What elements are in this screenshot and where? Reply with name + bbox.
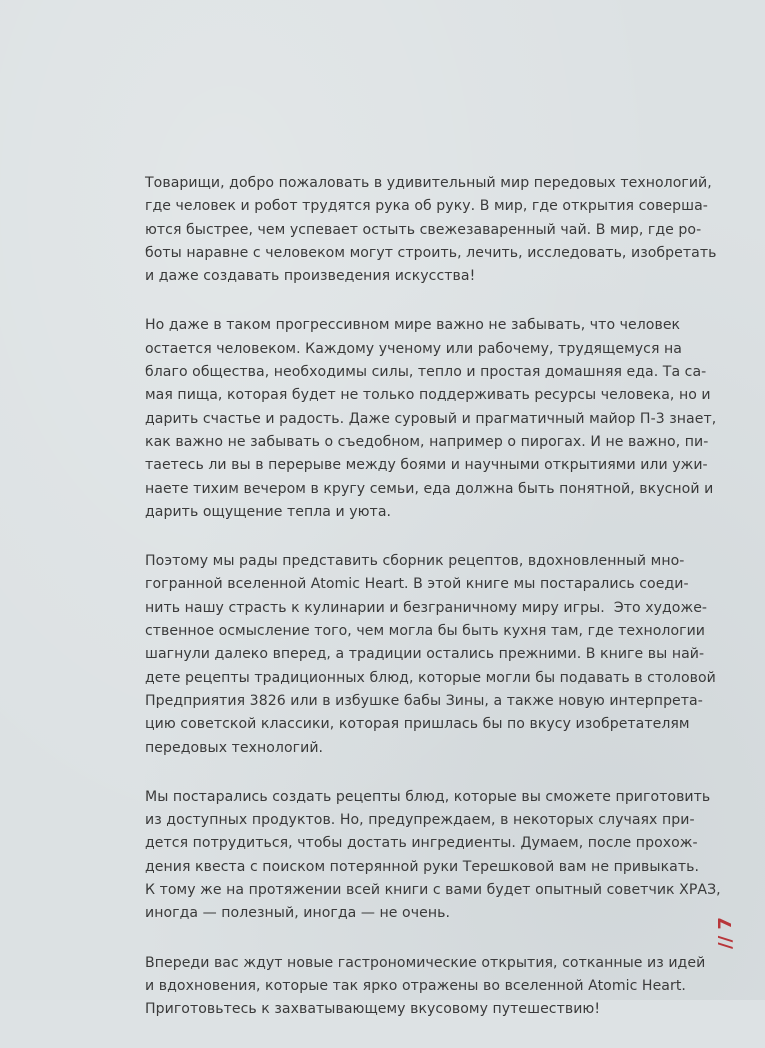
- paragraph-5: [145, 952, 706, 1022]
- text-line: таетесь ли вы в перерыве между боями и научными открытиями или ужи-: [145, 457, 708, 474]
- text-line: дарить ощущение тепла и уюта.: [145, 503, 392, 520]
- text-line: наете тихим вечером в кругу семьи, еда должна быть понятной, вкусной и: [145, 480, 714, 497]
- text-line: дется потрудиться, чтобы достать ингредиенты. Думаем, после прохож-: [145, 835, 698, 852]
- text-line: передовых технологий.: [145, 739, 324, 756]
- text-line: остается человеком. Каждому ученому или рабочему, трудящемуся на: [145, 340, 682, 357]
- text-line: дете рецепты традиционных блюд, которые могли бы подавать в столовой: [145, 669, 716, 686]
- text-line: как важно не забывать о съедобном, например о пирогах. И не важно, пи-: [145, 433, 709, 450]
- text-line: Мы постарались создать рецепты блюд, которые вы сможете приготовить: [145, 788, 711, 805]
- paragraph-3: [145, 550, 716, 760]
- text-line: дарить счастье и радость. Даже суровый и прагматичный майор П-3 знает,: [145, 410, 717, 427]
- page-number: // 7: [715, 917, 736, 949]
- text-line: Поэтому мы рады представить сборник рецептов, вдохновленный мно-: [145, 553, 685, 570]
- text-line: боты наравне с человеком могут строить, лечить, исследовать, изобретать: [145, 244, 717, 261]
- text-line: из доступных продуктов. Но, предупреждаем, в некоторых случаях при-: [145, 812, 695, 829]
- intro-text: [145, 172, 721, 1048]
- paragraph-2: [145, 314, 717, 524]
- text-line: шагнули далеко вперед, а традиции остались прежними. В книге вы най-: [145, 646, 705, 663]
- text-line: ственное осмысление того, чем могла бы быть кухня там, где технологии: [145, 623, 706, 640]
- text-line: мая пища, которая будет не только поддерживать ресурсы человека, но и: [145, 387, 711, 404]
- text-line: К тому же на протяжении всей книги с вами будет опытный советчик ХРАЗ,: [145, 882, 721, 899]
- paragraph-1: [145, 172, 717, 288]
- text-line: Товарищи, добро пожаловать в удивительный мир передовых технологий,: [145, 175, 712, 191]
- text-line: Но даже в таком прогрессивном мире важно не забывать, что человек: [145, 317, 681, 334]
- text-line: иногда — полезный, иногда — не очень.: [145, 905, 450, 922]
- paragraph-4: [145, 786, 721, 926]
- text-line: гогранной вселенной Atomic Heart. В этой книге мы постарались соеди-: [145, 576, 689, 593]
- text-line: Впереди вас ждут новые гастрономические открытия, сотканные из идей: [145, 954, 706, 971]
- text-line: ются быстрее, чем успевает остыть свежезаваренный чай. В мир, где ро-: [145, 221, 702, 238]
- text-line: цию советской классики, которая пришлась бы по вкусу изобретателям: [145, 716, 690, 733]
- text-line: Приготовьтесь к захватывающему вкусовому путешествию!: [145, 1001, 601, 1018]
- text-line: где человек и робот трудятся рука об руку. В мир, где открытия соверша-: [145, 198, 708, 215]
- text-line: нить нашу страсть к кулинарии и безграничному миру игры. Это художе-: [145, 599, 708, 616]
- text-line: и даже создавать произведения искусства!: [145, 268, 476, 285]
- text-line: благо общества, необходимы силы, тепло и простая домашняя еда. Та са-: [145, 364, 707, 381]
- text-line: дения квеста с поиском потерянной руки Терешковой вам не привыкать.: [145, 858, 699, 875]
- text-line: Предприятия 3826 или в избушке бабы Зины, а также новую интерпрета-: [145, 692, 703, 709]
- text-line: и вдохновения, которые так ярко отражены во вселенной Atomic Heart.: [145, 977, 686, 994]
